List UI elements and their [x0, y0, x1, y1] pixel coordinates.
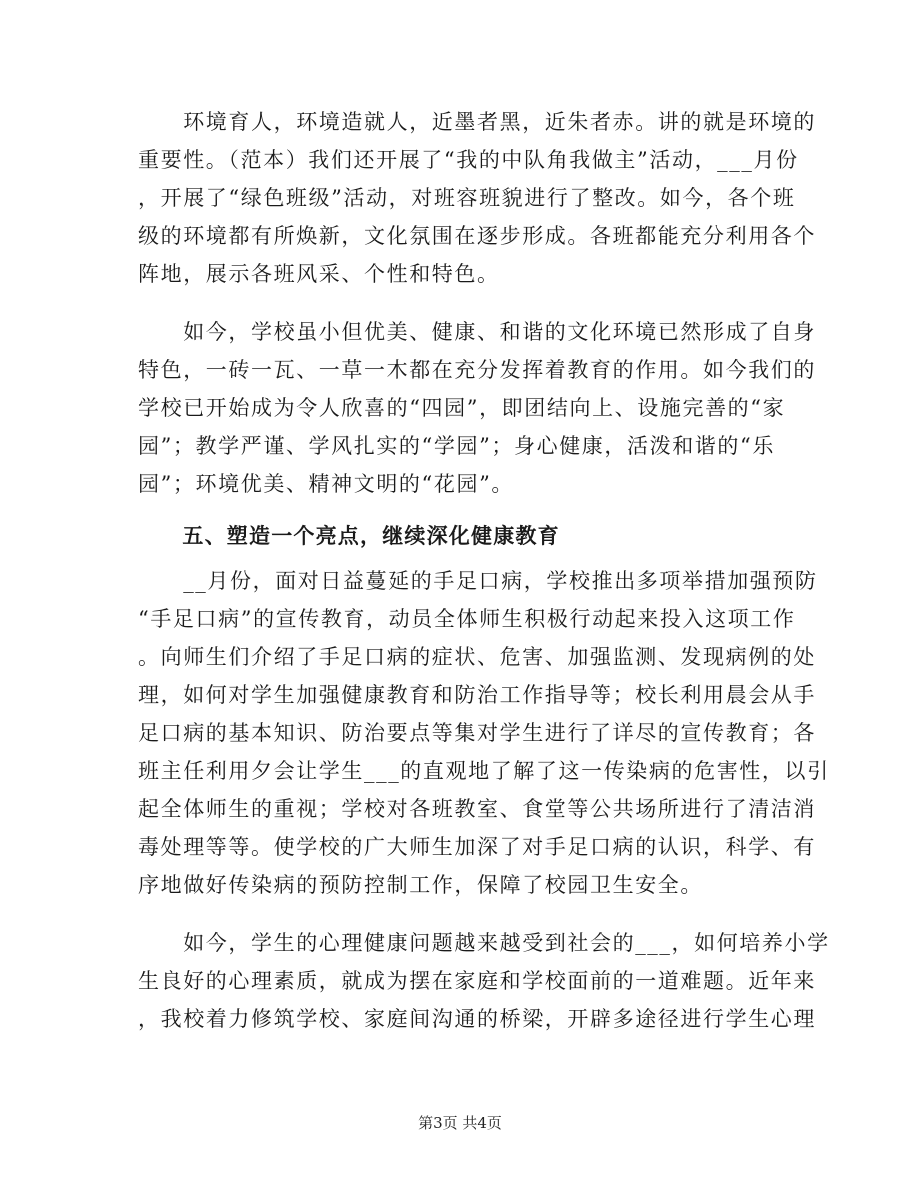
- paragraph-line: 学校已开始成为令人欣喜的“四园”，即团结向上、设施完善的“家: [138, 396, 786, 420]
- paragraph-line: 起全体师生的重视；学校对各班教室、食堂等公共场所进行了清洁消: [138, 797, 816, 821]
- paragraph-line: 如今，学校虽小但优美、健康、和谐的文化环境已然形成了自身: [138, 320, 816, 344]
- paragraph-line: 级的环境都有所焕新，文化氛围在逐步形成。各班都能充分利用各个: [138, 224, 816, 248]
- paragraph-line: 理，如何对学生加强健康教育和防治工作指导等；校长利用晨会从手: [138, 683, 816, 707]
- section-heading: 五、塑造一个亮点，继续深化健康教育: [138, 524, 560, 548]
- paragraph-line: ，我校着力修筑学校、家庭间沟通的桥梁，开辟多途径进行学生心理: [138, 1007, 816, 1031]
- paragraph-line: 环境育人，环境造就人，近墨者黑，近朱者赤。讲的就是环境的: [138, 110, 816, 134]
- paragraph-line: __月份，面对日益蔓延的手足口病，学校推出多项举措加强预防: [138, 569, 818, 593]
- paragraph-line: 重要性。（范本）我们还开展了“我的中队角我做主”活动，___月份: [138, 148, 799, 172]
- paragraph-line: 特色，一砖一瓦、一草一木都在充分发挥着教育的作用。如今我们的: [138, 358, 816, 382]
- paragraph-line: 。向师生们介绍了手足口病的症状、危害、加强监测、发现病例的处: [138, 645, 816, 669]
- paragraph-line: 班主任利用夕会让学生___的直观地了解了这一传染病的危害性，以引: [138, 759, 830, 783]
- page-footer: 第3页 共4页: [418, 1114, 502, 1132]
- paragraph-line: 足口病的基本知识、防治要点等集对学生进行了详尽的宣传教育；各: [138, 721, 816, 745]
- paragraph-line: 如今，学生的心理健康问题越来越受到社会的___，如何培养小学: [138, 931, 830, 955]
- paragraph-line: 生良好的心理素质，就成为摆在家庭和学校面前的一道难题。近年来: [138, 969, 816, 993]
- paragraph-line: 阵地，展示各班风采、个性和特色。: [138, 262, 500, 286]
- paragraph-line: 序地做好传染病的预防控制工作，保障了校园卫生安全。: [138, 873, 703, 897]
- paragraph-line: 园”；教学严谨、学风扎实的“学园”；身心健康，活泼和谐的“乐: [138, 434, 775, 458]
- paragraph-line: ，开展了“绿色班级”活动，对班容班貌进行了整改。如今，各个班: [138, 186, 796, 210]
- paragraph-line: “手足口病”的宣传教育，动员全体师生积极行动起来投入这项工作: [138, 607, 796, 631]
- paragraph-line: 毒处理等等。使学校的广大师生加深了对手足口病的认识，科学、有: [138, 835, 816, 859]
- paragraph-line: 园”；环境优美、精神文明的“花园”。: [138, 472, 515, 496]
